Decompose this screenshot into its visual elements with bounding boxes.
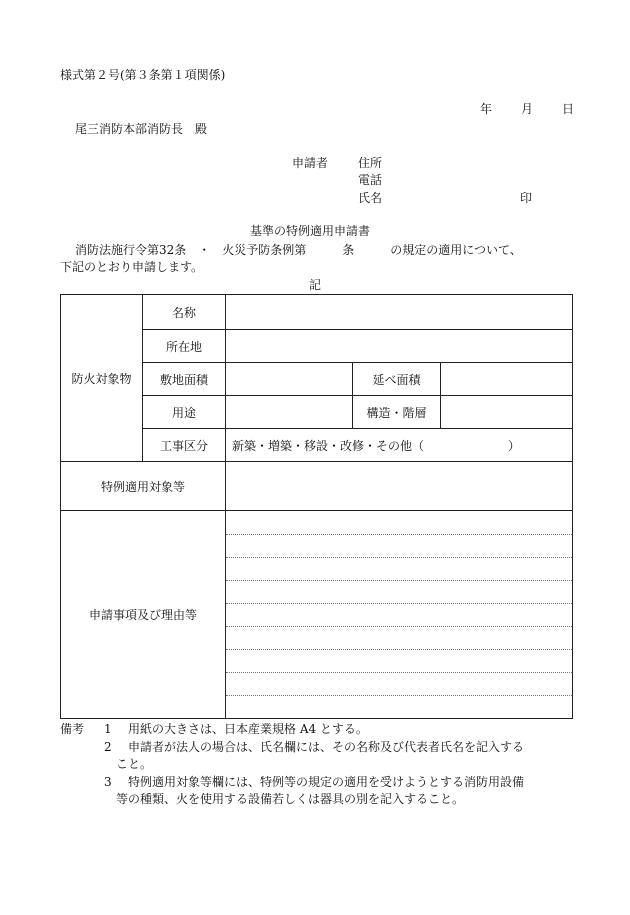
name-label: 名称 [171, 305, 196, 320]
floor-area-field[interactable] [441, 363, 573, 396]
floor-area-label: 延べ面積 [372, 372, 421, 387]
structure-field[interactable] [441, 396, 573, 429]
use-field[interactable] [226, 396, 353, 429]
note-1-text: 用紙の大きさは、日本産業規格 A4 とする。 [128, 722, 368, 736]
note-3-number: 3 [104, 775, 112, 789]
ruled-line [226, 603, 572, 604]
fire-prevention-object-label: 防火対象物 [71, 371, 132, 386]
use-label: 用途 [171, 405, 196, 420]
special-target-field[interactable] [226, 462, 573, 511]
seal-label: 印 [520, 191, 533, 205]
applicant-phone-label: 電話 [358, 173, 383, 187]
work-type-options: 新築・増築・移設・改修・その他（ ） [232, 438, 521, 453]
note-3-text-line-2: 等の種類、火を使用する設備若しくは器具の別を記入すること。 [116, 792, 465, 806]
applicant-label: 申請者 [292, 156, 329, 170]
reason-field[interactable] [226, 511, 573, 719]
ruled-line [226, 649, 572, 650]
date-day-label: 日 [562, 102, 575, 116]
date-year-label: 年 [480, 102, 493, 116]
note-1-number: 1 [104, 722, 112, 736]
special-target-label: 特例適用対象等 [100, 479, 185, 494]
site-area-field[interactable] [226, 363, 353, 396]
site-area-label-cell [143, 363, 226, 396]
ruled-line [226, 626, 572, 627]
use-label-cell [143, 396, 226, 429]
location-field[interactable] [226, 330, 573, 363]
reason-label: 申請事項及び理由等 [88, 608, 197, 622]
document-title: 基準の特例適用申請書 [250, 224, 371, 238]
applicant-name-label: 氏名 [358, 191, 383, 205]
note-2-text-line-1: 申請者が法人の場合は、氏名欄には、その名称及び代表者氏名を記入する [128, 740, 525, 754]
structure-label-cell [353, 396, 441, 429]
applicant-address-label: 住所 [358, 156, 383, 170]
ruled-line [226, 672, 572, 673]
reason-label-cell [61, 511, 226, 719]
note-2-number: 2 [104, 740, 112, 754]
ruled-line [226, 557, 572, 558]
floor-area-label-cell [353, 363, 441, 396]
name-field[interactable] [226, 295, 573, 330]
application-table [60, 294, 573, 719]
note-3-text-line-1: 特例適用対象等欄には、特例等の規定の適用を受けようとする消防用設備 [128, 775, 525, 789]
body-line-1: 消防法施行令第32条 ・ 火災予防条例第 条 の規定の適用について、 [75, 243, 522, 257]
addressee: 尾三消防本部消防長 殿 [75, 122, 208, 136]
structure-label: 構造・階層 [366, 405, 427, 420]
notes-heading: 備考 [60, 722, 85, 736]
body-line-2: 下記のとおり申請します。 [60, 260, 204, 274]
form-number: 様式第２号(第３条第１項関係) [60, 68, 226, 82]
work-type-label-cell [143, 429, 226, 462]
work-type-field[interactable] [226, 429, 573, 462]
location-label: 所在地 [165, 339, 202, 354]
location-label-cell [143, 330, 226, 363]
name-label-cell [143, 295, 226, 330]
group-label-cell [61, 295, 143, 462]
ruled-line [226, 695, 572, 696]
ki-label: 記 [309, 278, 322, 292]
date-month-label: 月 [521, 102, 534, 116]
ruled-line [226, 534, 572, 535]
note-2-text-line-2: こと。 [116, 757, 153, 771]
site-area-label: 敷地面積 [159, 372, 208, 387]
ruled-line [226, 580, 572, 581]
work-type-label: 工事区分 [159, 438, 208, 453]
special-target-label-cell [61, 462, 226, 511]
